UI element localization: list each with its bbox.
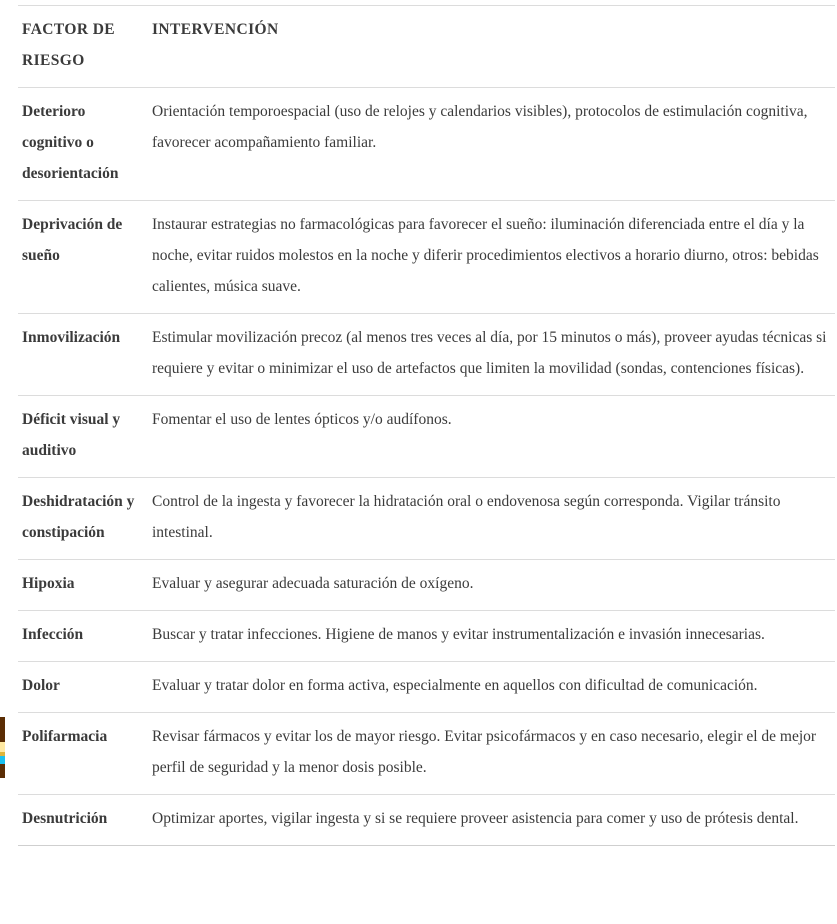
strip-segment-cyan: [0, 756, 5, 764]
page-edge-image-sliver: [0, 717, 5, 778]
table-row: [18, 662, 835, 713]
intervention-cell: Revisar fármacos y evitar los de mayor riesgo. Evitar psicofármacos y en caso necesario, elegir el de mejor perfil de seguridad y la menor dosis posible.: [152, 728, 817, 776]
factor-cell: Desnutrición: [22, 810, 108, 827]
table-row: [18, 611, 835, 662]
intervention-cell: Control de la ingesta y favorecer la hidratación oral o endovenosa según corresponda. Vigilar tránsito intestinal.: [152, 493, 781, 541]
intervention-cell: Fomentar el uso de lentes ópticos y/o audífonos.: [152, 411, 452, 428]
risk-factor-intervention-table: [18, 5, 835, 846]
column-header-intervention: INTERVENCIÓN: [152, 21, 279, 38]
table-row: [18, 795, 835, 846]
strip-segment-brown-bottom: [0, 764, 5, 778]
intervention-cell: Orientación temporoespacial (uso de relojes y calendarios visibles), protocolos de estimulación cognitiva, favorecer acompañamiento familiar.: [152, 103, 808, 151]
intervention-cell: Optimizar aportes, vigilar ingesta y si se requiere proveer asistencia para comer y uso de prótesis dental.: [152, 810, 799, 827]
factor-cell: Deprivación de sueño: [22, 216, 123, 264]
strip-segment-brown-top: [0, 717, 5, 742]
factor-cell: Hipoxia: [22, 575, 75, 592]
factor-cell: Inmovilización: [22, 329, 121, 346]
factor-cell: Dolor: [22, 677, 60, 694]
table-row: [18, 396, 835, 478]
table-row: [18, 560, 835, 611]
intervention-cell: Evaluar y tratar dolor en forma activa, especialmente en aquellos con dificultad de comunicación.: [152, 677, 758, 694]
intervention-cell: Evaluar y asegurar adecuada saturación de oxígeno.: [152, 575, 474, 592]
factor-cell: Polifarmacia: [22, 728, 108, 745]
factor-cell: Déficit visual y auditivo: [22, 411, 121, 459]
table-row: [18, 88, 835, 201]
strip-segment-cream: [0, 742, 5, 752]
column-header-factor: FACTOR DE RIESGO: [22, 21, 116, 69]
factor-cell: Infección: [22, 626, 84, 643]
intervention-cell: Instaurar estrategias no farmacológicas para favorecer el sueño: iluminación diferenciada entre el día y la noche, evitar ruidos molestos en la noche y diferir procedimientos electivos a horario diurno, otros: bebidas calientes, música suave.: [152, 216, 819, 295]
table-row: [18, 201, 835, 314]
table-header-row: [18, 6, 835, 88]
table-row: [18, 478, 835, 560]
intervention-cell: Buscar y tratar infecciones. Higiene de manos y evitar instrumentalización e invasión innecesarias.: [152, 626, 765, 643]
factor-cell: Deterioro cognitivo o desorientación: [22, 103, 119, 182]
factor-cell: Deshidratación y constipación: [22, 493, 135, 541]
table-row: [18, 713, 835, 795]
intervention-cell: Estimular movilización precoz (al menos tres veces al día, por 15 minutos o más), proveer ayudas técnicas si requiere y evitar o minimizar el uso de artefactos que limiten la movilidad (sondas, contenciones físicas).: [152, 329, 827, 377]
table-row: [18, 314, 835, 396]
